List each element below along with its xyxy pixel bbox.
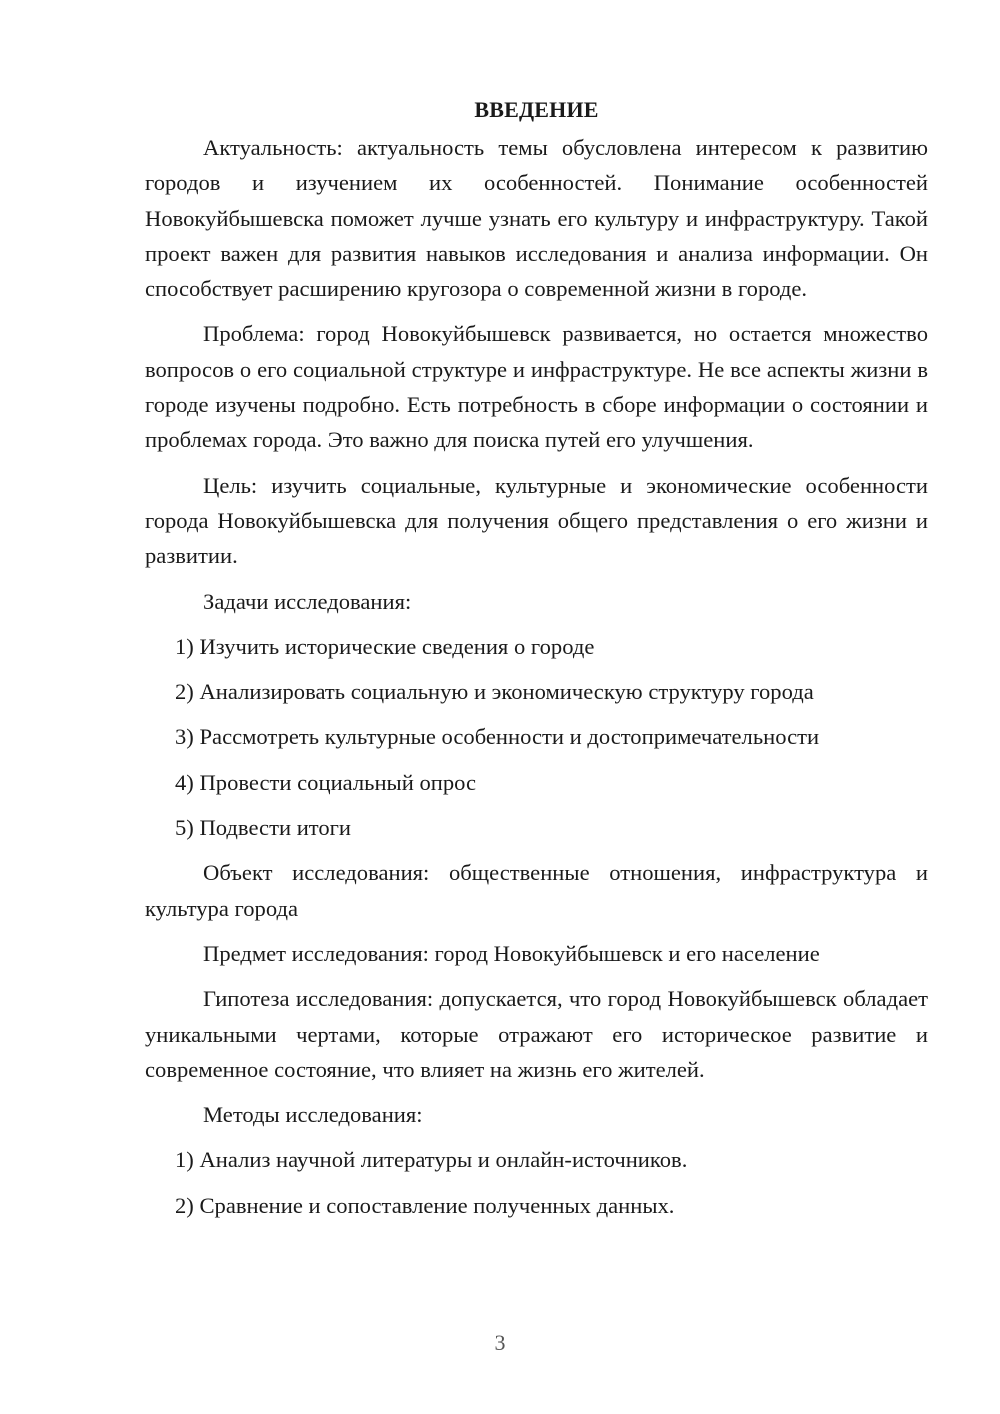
method-item: 2) Сравнение и сопоставление полученных данных. xyxy=(175,1192,675,1218)
hypothesis-paragraph: Гипотеза исследования: допускается, что город Новокуйбышевск обладает уникальными чертами, которые отражают его историческое развитие и современное состояние, что влияет на жизнь его жителей. xyxy=(145,986,928,1082)
methods-label: Методы исследования: xyxy=(203,1102,423,1128)
task-item: 1) Изучить исторические сведения о городе xyxy=(175,633,595,659)
task-item: 2) Анализировать социальную и экономическую структуру города xyxy=(175,679,814,705)
page-number: 3 xyxy=(494,1330,506,1355)
method-item: 1) Анализ научной литературы и онлайн-источников. xyxy=(175,1147,688,1173)
tasks-label: Задачи исследования: xyxy=(203,588,412,614)
problem-paragraph: Проблема: город Новокуйбышевск развивается, но остается множество вопросов о его социальной структуре и инфраструктуре. Не все аспекты жизни в городе изучены подробно. Есть потребность в сборе информации о состоянии и проблемах города. Это важно для поиска путей его улучшения. xyxy=(145,321,928,453)
document-page xyxy=(145,92,928,1233)
subject-paragraph: Предмет исследования: город Новокуйбышевск и его население xyxy=(203,940,820,966)
task-item: 5) Подвести итоги xyxy=(175,815,352,841)
relevance-paragraph: Актуальность: актуальность темы обусловлена интересом к развитию городов и изучением их особенностей. Понимание особенностей Новокуйбышевска поможет лучше узнать его культуру и инфраструктуру. Такой проект важен для развития навыков исследования и анализа информации. Он способствует расширению кругозора о современной жизни в городе. xyxy=(145,135,928,302)
section-heading: ВВЕДЕНИЕ xyxy=(474,97,599,122)
task-item: 4) Провести социальный опрос xyxy=(175,769,477,795)
object-paragraph: Объект исследования: общественные отношения, инфраструктура и культура города xyxy=(145,860,928,921)
task-item: 3) Рассмотреть культурные особенности и достопримечательности xyxy=(175,724,820,750)
goal-paragraph: Цель: изучить социальные, культурные и экономические особенности города Новокуйбышевска для получения общего представления о его жизни и развитии. xyxy=(145,472,928,569)
